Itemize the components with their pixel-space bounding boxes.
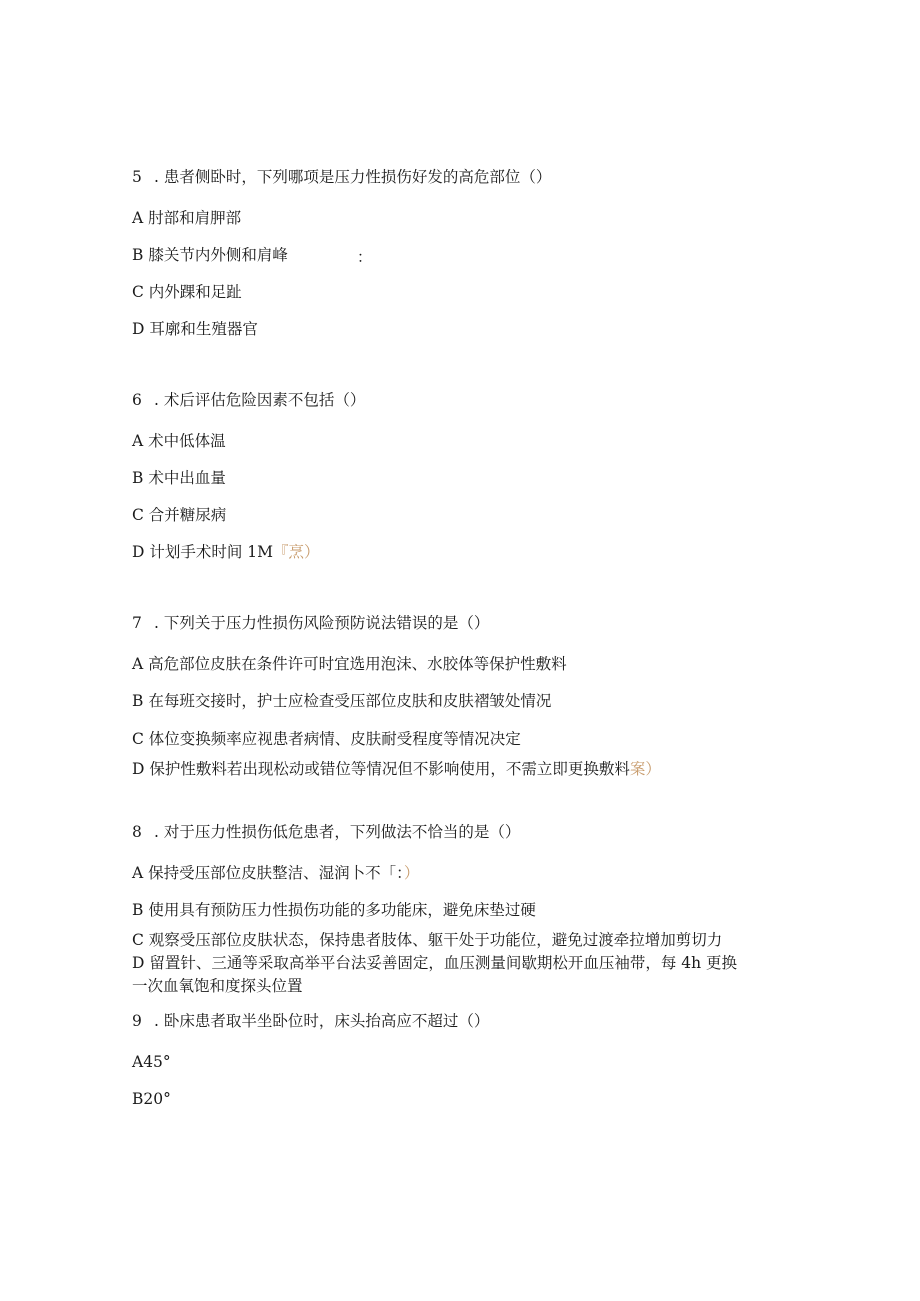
- question-number: 6: [132, 391, 142, 409]
- option-text: A 高危部位皮肤在条件许可时宜选用泡沫、水胶体等保护性敷料: [132, 655, 567, 673]
- option-text: D 计划手术时间 1M: [132, 543, 274, 561]
- question-5-option-d: [132, 319, 258, 339]
- question-text: . 术后评估危险因素不包括（）: [154, 391, 366, 409]
- question-text: . 患者侧卧时，下列哪项是压力性损伤好发的高危部位（）: [154, 168, 552, 186]
- option-text: A 肘部和肩胛部: [132, 209, 242, 227]
- question-6-option-d: [132, 542, 320, 562]
- question-8-option-d: [132, 953, 737, 973]
- option-text: C 体位变换频率应视患者病情、皮肤耐受程度等情况决定: [132, 730, 521, 748]
- question-number: 9: [132, 1012, 142, 1030]
- option-text: B 术中出血量: [132, 469, 226, 487]
- question-text: . 对于压力性损伤低危患者，下列做法不恰当的是（）: [154, 823, 521, 841]
- question-5-stem: [132, 167, 551, 187]
- question-9-option-a: [132, 1052, 171, 1072]
- question-9-option-b: [132, 1089, 171, 1109]
- question-number: 7: [132, 614, 142, 632]
- option-text: 一次血氧饱和度探头位置: [132, 977, 303, 995]
- question-5-option-a: [132, 208, 241, 228]
- option-text: B20°: [132, 1090, 171, 1108]
- question-number: 5: [132, 168, 142, 186]
- question-text: . 卧床患者取半坐卧位时，床头抬高应不超过（）: [154, 1012, 490, 1030]
- option-text: C 合并糖尿病: [132, 506, 227, 524]
- option-text: A45°: [132, 1053, 171, 1071]
- option-text: A 保持受压部位皮肤整洁、湿润卜不「：: [132, 864, 404, 882]
- faint-text: 『烹）: [273, 543, 320, 561]
- question-6-option-c: [132, 505, 226, 525]
- question-text: . 下列关于压力性损伤风险预防说法错误的是（）: [154, 614, 490, 632]
- option-text: B 膝关节内外侧和肩峰: [132, 246, 288, 264]
- question-8-option-c: [132, 930, 722, 950]
- option-text: B 使用具有预防压力性损伤功能的多功能床，避免床垫过硬: [132, 901, 536, 919]
- question-6-stem: [132, 390, 365, 410]
- question-6-option-b: [132, 468, 226, 488]
- question-9-stem: [132, 1011, 489, 1031]
- question-8-option-d-continued: [132, 976, 303, 996]
- question-7-option-c: [132, 729, 521, 749]
- question-8-stem: [132, 822, 520, 842]
- question-5-option-c: [132, 282, 242, 302]
- option-text: D 耳廓和生殖器官: [132, 320, 258, 338]
- question-7-option-d: [132, 759, 661, 779]
- option-text: C 观察受压部位皮肤状态，保持患者肢体、躯干处于功能位，避免过渡牵拉增加剪切力: [132, 931, 723, 949]
- option-text: D 保护性敷料若出现松动或错位等情况但不影响使用，不需立即更换敷料: [132, 760, 630, 778]
- option-text: A 术中低体温: [132, 432, 226, 450]
- question-7-option-b: [132, 691, 551, 711]
- option-text: B 在每班交接时，护士应检查受压部位皮肤和皮肤褶皱处情况: [132, 692, 552, 710]
- question-5-option-b: [132, 245, 288, 265]
- faint-text: ）: [403, 864, 420, 882]
- question-8-option-a: [132, 863, 419, 883]
- question-7-stem: [132, 613, 489, 633]
- stray-mark: ：: [357, 248, 373, 266]
- question-8-option-b: [132, 900, 536, 920]
- question-6-option-a: [132, 431, 226, 451]
- question-number: 8: [132, 823, 142, 841]
- question-7-option-a: [132, 654, 567, 674]
- option-text: C 内外踝和足趾: [132, 283, 242, 301]
- faint-text: 案）: [629, 760, 661, 778]
- option-text: D 留置针、三通等采取高举平台法妥善固定，血压测量间歇期松开血压袖带，每 4h 更换: [132, 954, 738, 972]
